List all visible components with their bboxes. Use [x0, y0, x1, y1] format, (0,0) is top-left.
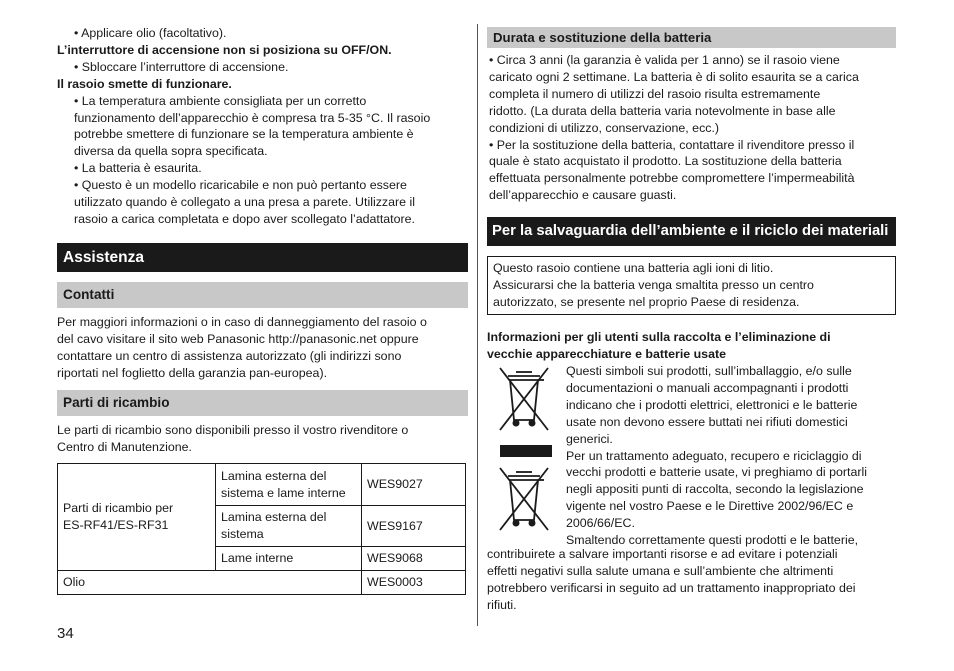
battery-text — [487, 52, 896, 204]
stop-heading: Il rasoio smette di funzionare. — [57, 76, 232, 91]
final-text: contribuirete a salvare importanti risorse e ad evitare i potenziali effetti negativi sulla salute umana e sull’ambiente che altrimenti potrebbero verificarsi in seguito ad un trattamento inappropriato dei rifiuti. — [487, 547, 856, 612]
table-row — [58, 464, 466, 506]
switch-heading: L’interruttore di accensione non si posiziona su OFF/ON. — [57, 42, 392, 57]
contatti-text: Per maggiori informazioni o in caso di danneggiamento del rasoio o del cavo visitare il sito web Panasonic http://panasonic.net oppure contattare un centro di assistenza autorizzato (gli indirizzi sono riportati nel foglietto della garanzia pan-europea). — [57, 315, 427, 380]
bullet-sbloccare: • Sbloccare l’interruttore di accensione. — [74, 59, 289, 74]
bullet-temperatura: • La temperatura ambiente consigliata per un corretto funzionamento dell’apparecchio è compresa tra 5-35 °C. Il rasoio potrebbe smettere di funzionare se la temperatura ambiente è diversa da quella sopra specificata. — [74, 93, 431, 159]
environment-heading: Per la salvaguardia dell’ambiente e il riciclo dei materiali — [487, 217, 896, 246]
troubleshooting-section — [57, 25, 468, 228]
bullet-batteria: • La batteria è esaurita. — [74, 161, 202, 176]
crossed-out-wheelie-bin-icon — [496, 366, 552, 432]
bullet-durata: • Circa 3 anni (la garanzia è valida per 1 anno) se il rasoio viene caricato ogni 2 settimane. La batteria è di solito esaurita se a carica completa il numero di utilizzi del rasoio risulta estremamente ridotto. (La durata della batteria varia notevolmente in base alle condizioni di utilizzo, conservazione, ecc.) — [489, 53, 859, 135]
table-part-name: Lamina esterna del sistema e lame interne — [216, 464, 362, 506]
table-part-code: WES9167 — [362, 506, 466, 547]
bullet-modello: • Questo è un modello ricaricabile e non può pertanto essere utilizzato quando è collegato a una presa a parete. Utilizzare il rasoio a carica completata e dopo aver scollegato l’adattatore. — [74, 178, 415, 226]
contatti-heading: Contatti — [57, 282, 468, 308]
disposal-info-heading: Informazioni per gli utenti sulla raccolta e l’eliminazione di vecchie apparecchiature e batterie usate — [487, 330, 831, 361]
assistenza-heading: Assistenza — [57, 243, 468, 272]
table-part-name: Lame interne — [216, 547, 362, 571]
table-part-code: WES9027 — [362, 464, 466, 506]
table-row — [58, 570, 466, 594]
bin-underline-bar — [500, 445, 552, 457]
table-part-name: Lamina esterna del sistema — [216, 506, 362, 547]
page-number: 34 — [57, 625, 74, 642]
battery-notice-box: Questo rasoio contiene una batteria agli ioni di litio. Assicurarsi che la batteria venga smaltita presso un centro autorizzato, se presente nel proprio Paese di residenza. — [487, 256, 896, 315]
table-part-code: WES9068 — [362, 547, 466, 571]
bullet-sostituzione: • Per la sostituzione della batteria, contattare il rivenditore presso il quale è stato acquistato il prodotto. La sostituzione della batteria effettuata personalmente potrebbe compromettere l’impermeabilità dell’apparecchio e causare guasti. — [489, 137, 855, 203]
treatment-text: Per un trattamento adeguato, recupero e riciclaggio di vecchi prodotti e batterie usate, vi preghiamo di portarli negli appositi punti di raccolta, secondo la legislazione vigente nel vostro Paese e le Direttive 2002/96/EC e 2006/66/EC. — [566, 448, 867, 531]
crossed-out-wheelie-bin-icon — [496, 466, 552, 532]
final-first-line: Smaltendo correttamente questi prodotti e le batterie, — [566, 533, 859, 548]
ricambio-heading: Parti di ricambio — [57, 390, 468, 416]
bullet-applicare-olio: • Applicare olio (facoltativo). — [74, 26, 227, 40]
table-oil-code: WES0003 — [362, 570, 466, 594]
battery-heading: Durata e sostituzione della batteria — [487, 27, 896, 48]
ricambio-text: Le parti di ricambio sono disponibili presso il vostro rivenditore o Centro di Manutenzione. — [57, 423, 409, 454]
symbols-text: Questi simboli sui prodotti, sull’imballaggio, e/o sulle documentazioni o manuali accompagnanti i prodotti indicano che i prodotti elettrici, elettronici e le batterie usate non devono essere buttati nei rifiuti domestici generici. Per un trattamento adeguato, recupero e riciclaggio di vecchi prodotti e batterie usate, vi preghiamo di portarli negli appositi punti di raccolta, secondo la legislazione vigente nel vostro Paese e le Direttive 2002/96/EC e 2006/66/EC. Smaltendo correttamente questi prodotti e le batterie, — [566, 363, 896, 549]
table-group-cell: Parti di ricambio per ES-RF41/ES-RF31 — [58, 464, 216, 571]
spare-parts-table — [57, 463, 466, 595]
column-divider — [477, 24, 478, 626]
table-oil-label: Olio — [58, 570, 362, 594]
